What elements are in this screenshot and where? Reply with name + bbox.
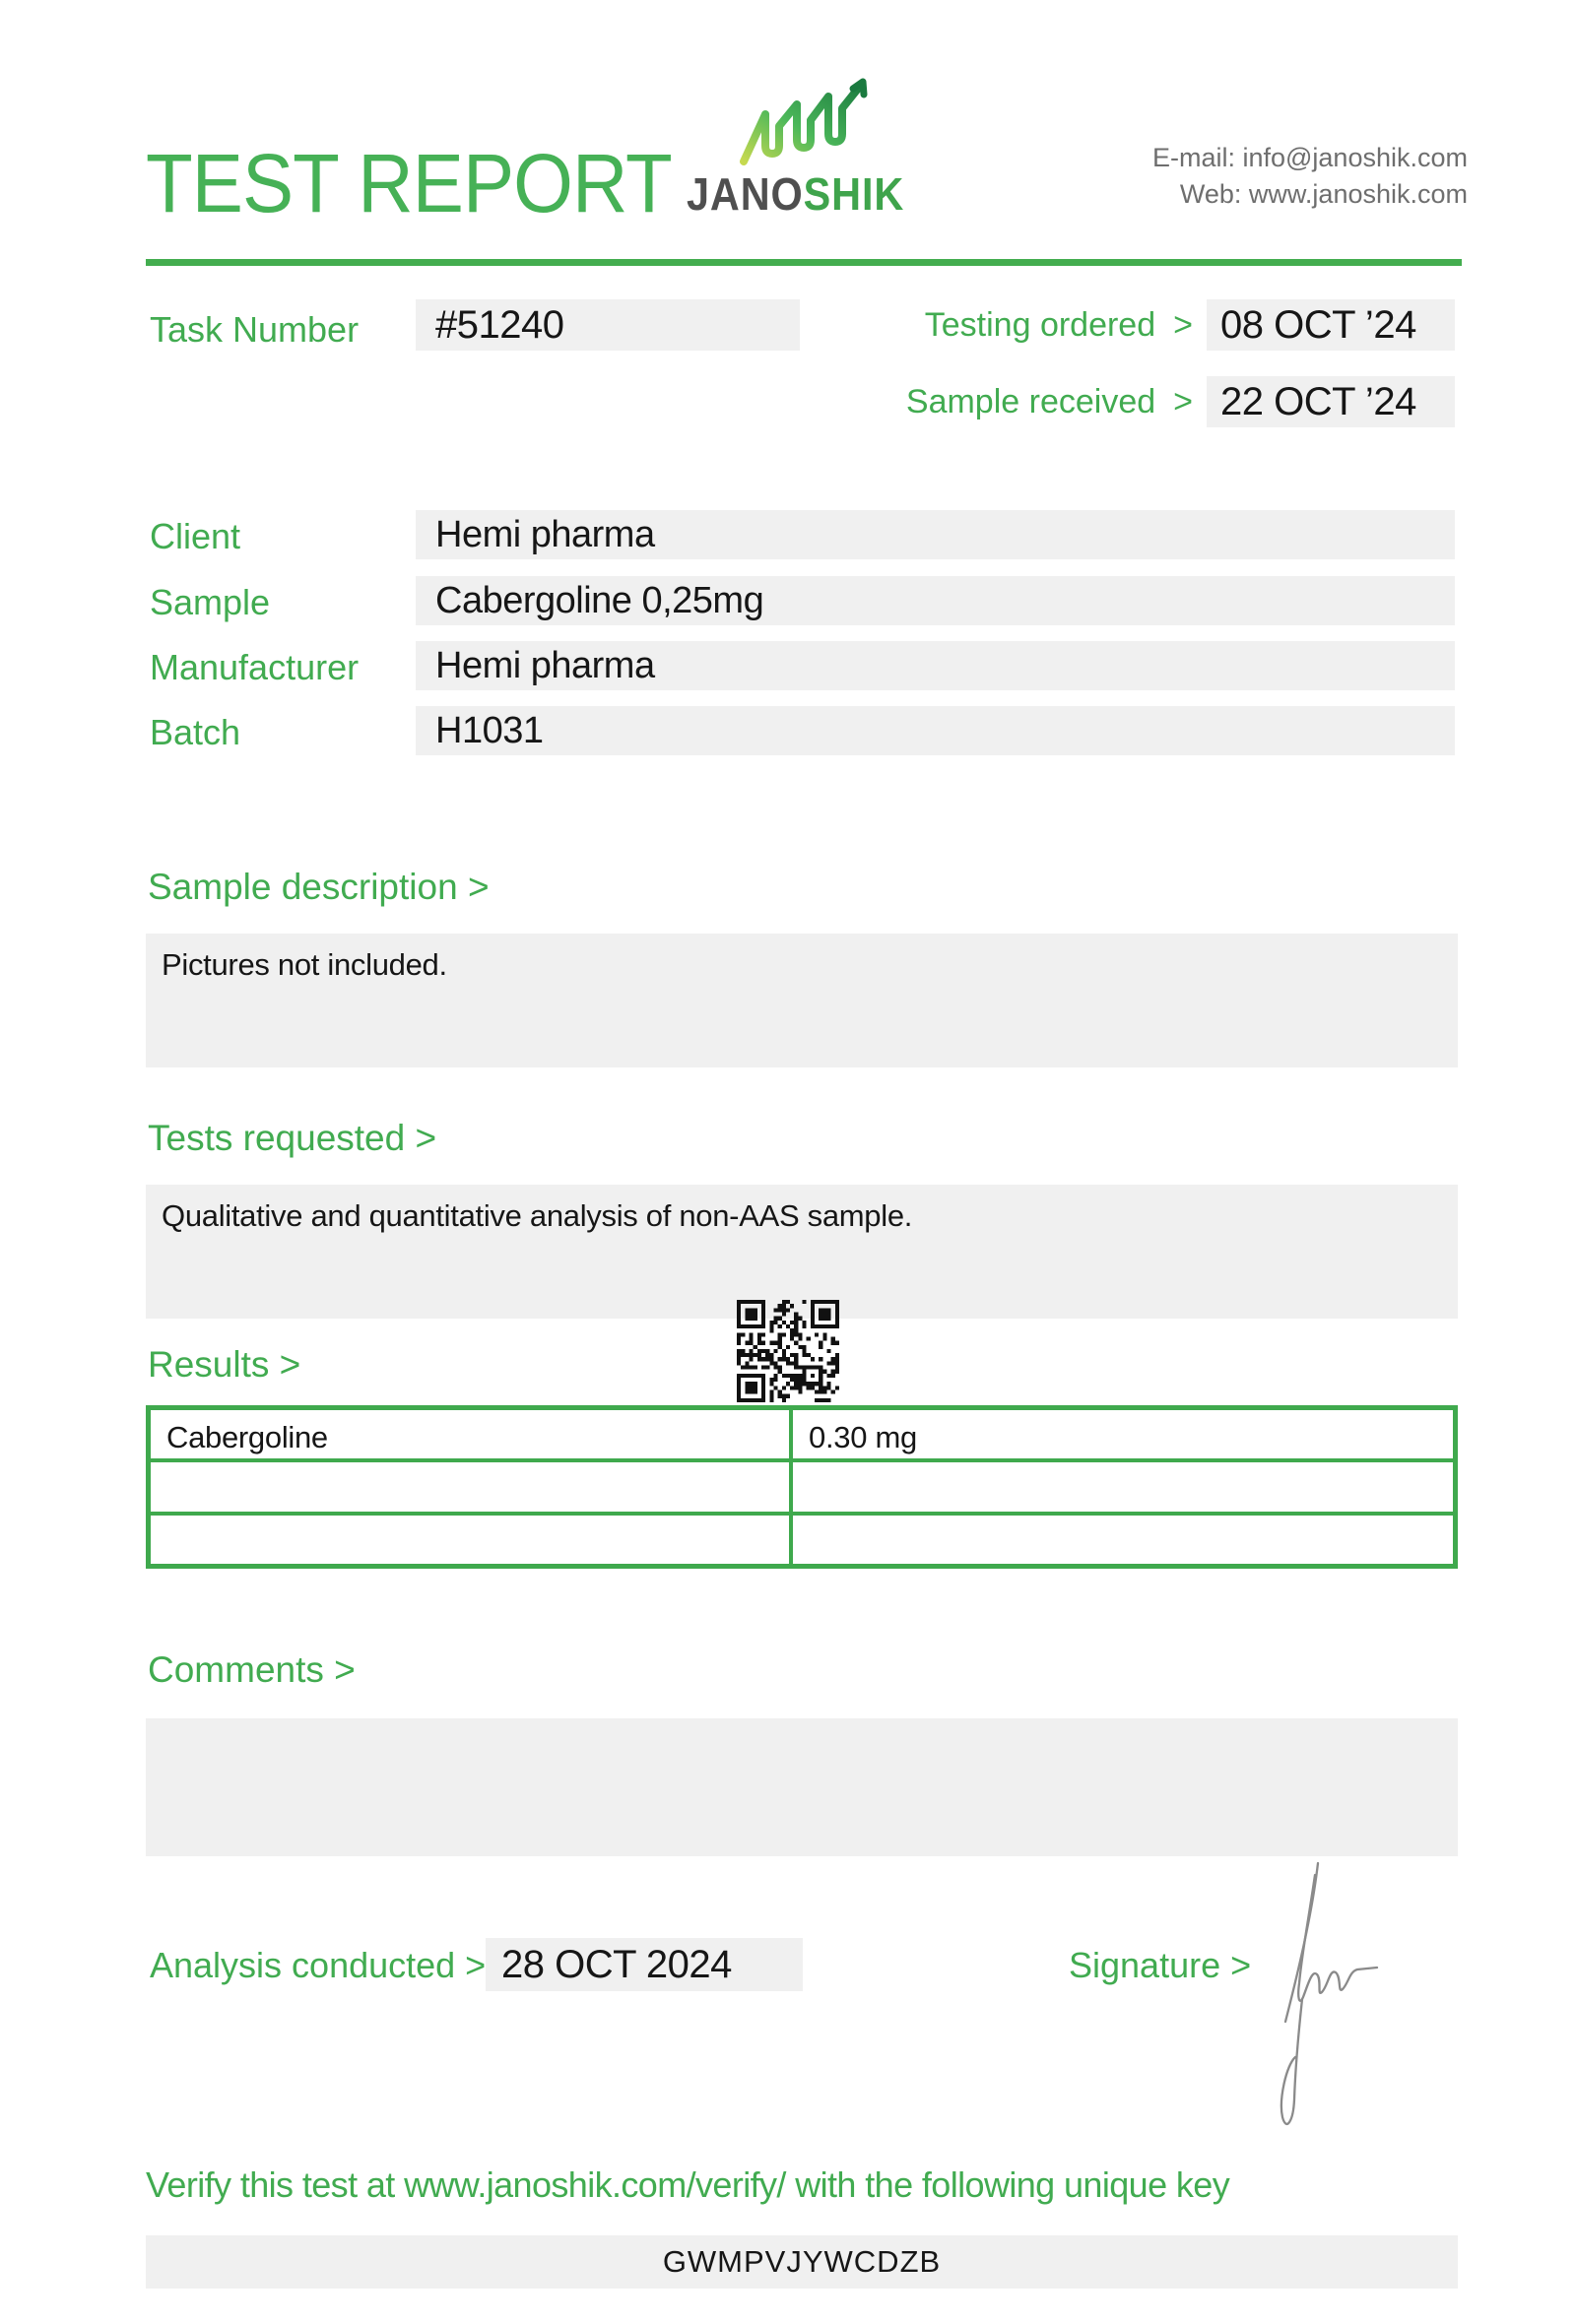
analysis-conducted-label: Analysis conducted > xyxy=(150,1945,487,1985)
task-number-label: Task Number xyxy=(150,309,360,350)
results-cell-empty xyxy=(791,1460,1455,1513)
page-title: TEST REPORT xyxy=(146,137,672,229)
chart-growth-icon xyxy=(734,77,896,172)
comments-heading: Comments > xyxy=(148,1649,356,1690)
analysis-date-box xyxy=(486,1938,803,1991)
contact-email: E-mail: info@janoshik.com xyxy=(1151,143,1468,172)
analysis-date-value: 28 OCT 2024 xyxy=(501,1943,732,1986)
verify-key-value: GWMPVJYWCDZB xyxy=(662,2244,942,2279)
comments-box xyxy=(146,1718,1458,1856)
task-number-value: #51240 xyxy=(435,303,564,347)
sample-received-row xyxy=(906,376,1455,427)
testing-ordered-box xyxy=(1207,299,1455,351)
signature-label: Signature > xyxy=(1069,1945,1252,1985)
manufacturer-value: Hemi pharma xyxy=(435,645,655,686)
results-cell-analyte: Cabergoline xyxy=(149,1408,791,1460)
manufacturer-box xyxy=(416,641,1455,690)
batch-value: H1031 xyxy=(435,710,544,751)
sample-description-box xyxy=(146,934,1458,1067)
client-value: Hemi pharma xyxy=(435,514,655,555)
results-table xyxy=(146,1405,1458,1569)
logo-wordmark xyxy=(687,167,904,221)
header-divider xyxy=(146,259,1462,266)
tests-requested-heading: Tests requested > xyxy=(148,1118,437,1158)
results-cell-empty xyxy=(149,1514,791,1566)
logo-word-green: SHIK xyxy=(803,168,905,220)
results-cell-empty xyxy=(791,1514,1455,1566)
arrow-glyph: > xyxy=(1173,382,1193,420)
task-number-box xyxy=(416,299,800,351)
sample-label: Sample xyxy=(150,582,271,622)
sample-description-text: Pictures not included. xyxy=(162,947,447,982)
manufacturer-label: Manufacturer xyxy=(150,647,360,687)
testing-ordered-label: Testing ordered xyxy=(924,305,1156,344)
verify-instruction: Verify this test at www.janoshik.com/verify/ with the following unique key xyxy=(146,2164,1230,2205)
sample-value: Cabergoline 0,25mg xyxy=(435,580,764,621)
batch-label: Batch xyxy=(150,712,241,752)
contact-web: Web: www.janoshik.com xyxy=(1179,179,1468,209)
testing-ordered-value: 08 OCT ’24 xyxy=(1220,302,1416,347)
signature-image xyxy=(1269,1853,1441,2188)
verify-key-bar xyxy=(146,2235,1458,2289)
sample-received-box xyxy=(1207,376,1455,427)
client-label: Client xyxy=(150,516,241,556)
results-cell-empty xyxy=(149,1460,791,1513)
logo-word-dark: JANO xyxy=(687,168,804,220)
tests-requested-text: Qualitative and quantitative analysis of non-AAS sample. xyxy=(162,1198,913,1233)
sample-received-label: Sample received xyxy=(905,382,1156,420)
results-heading: Results > xyxy=(148,1344,301,1385)
contact-block xyxy=(1152,140,1468,213)
sample-description-heading: Sample description > xyxy=(148,867,490,907)
testing-ordered-row xyxy=(925,299,1455,351)
arrow-glyph: > xyxy=(1173,305,1193,344)
results-cell-amount: 0.30 mg xyxy=(791,1408,1455,1460)
qr-code xyxy=(737,1300,839,1407)
tests-requested-box xyxy=(146,1185,1458,1319)
batch-box xyxy=(416,706,1455,755)
sample-received-value: 22 OCT ’24 xyxy=(1220,379,1416,423)
comments-text xyxy=(146,1718,1458,1746)
client-box xyxy=(416,510,1455,559)
sample-box xyxy=(416,576,1455,625)
